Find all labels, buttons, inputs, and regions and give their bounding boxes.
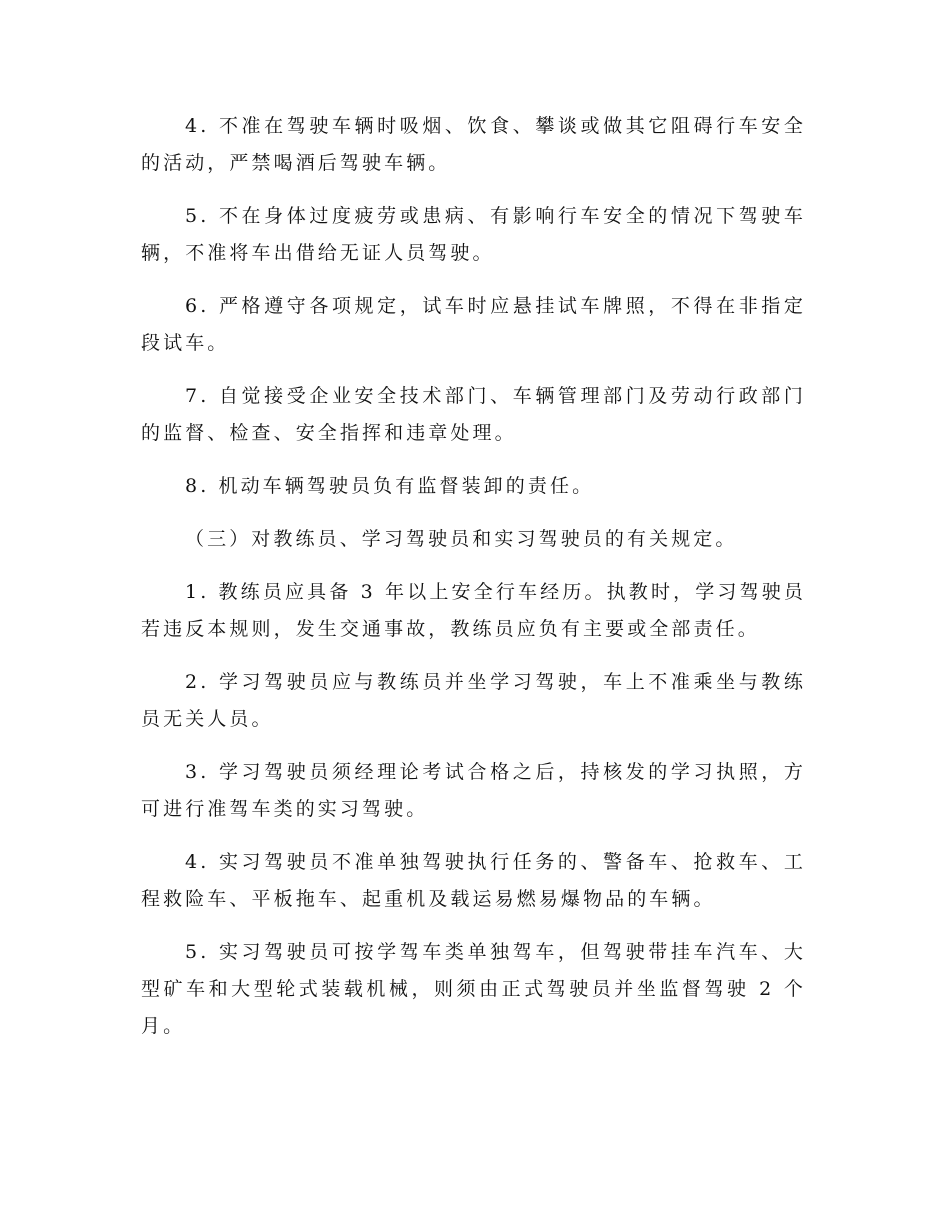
paragraph-instructor-4: 4. 实习驾驶员不准单独驾驶执行任务的、警备车、抢救车、工程救险车、平板拖车、起重机及载运易燃易爆物品的车辆。 <box>141 851 806 910</box>
document-body <box>141 108 806 1061</box>
paragraph-instructor-5: 5. 实习驾驶员可按学驾车类单独驾车，但驾驶带挂车汽车、大型矿车和大型轮式装载机械，则须由正式驾驶员并坐监督驾驶 2 个月。 <box>141 941 806 1037</box>
section-heading-instructors: （三）对教练员、学习驾驶员和实习驾驶员的有关规定。 <box>185 528 738 550</box>
paragraph-item-6-test-drive: 6. 严格遵守各项规定，试车时应悬挂试车牌照，不得在非指定段试车。 <box>141 295 806 354</box>
paragraph-instructor-1: 1. 教练员应具备 3 年以上安全行车经历。执教时，学习驾驶员若违反本规则，发生交通事故，教练员应负有主要或全部责任。 <box>141 581 806 640</box>
paragraph-instructor-2: 2. 学习驾驶员应与教练员并坐学习驾驶，车上不准乘坐与教练员无关人员。 <box>141 671 806 730</box>
paragraph-instructor-3: 3. 学习驾驶员须经理论考试合格之后，持核发的学习执照，方可进行准驾车类的实习驾驶。 <box>141 761 806 820</box>
paragraph-item-8-loading: 8. 机动车辆驾驶员负有监督装卸的责任。 <box>185 475 595 497</box>
paragraph-item-4-no-smoking: 4. 不准在驾驶车辆时吸烟、饮食、攀谈或做其它阻碍行车安全的活动，严禁喝酒后驾驶车辆。 <box>141 115 806 174</box>
paragraph-item-5-fatigue: 5. 不在身体过度疲劳或患病、有影响行车安全的情况下驾驶车辆，不准将车出借给无证人员驾驶。 <box>141 205 806 264</box>
paragraph-item-7-supervision: 7. 自觉接受企业安全技术部门、车辆管理部门及劳动行政部门的监督、检查、安全指挥和违章处理。 <box>141 385 806 444</box>
